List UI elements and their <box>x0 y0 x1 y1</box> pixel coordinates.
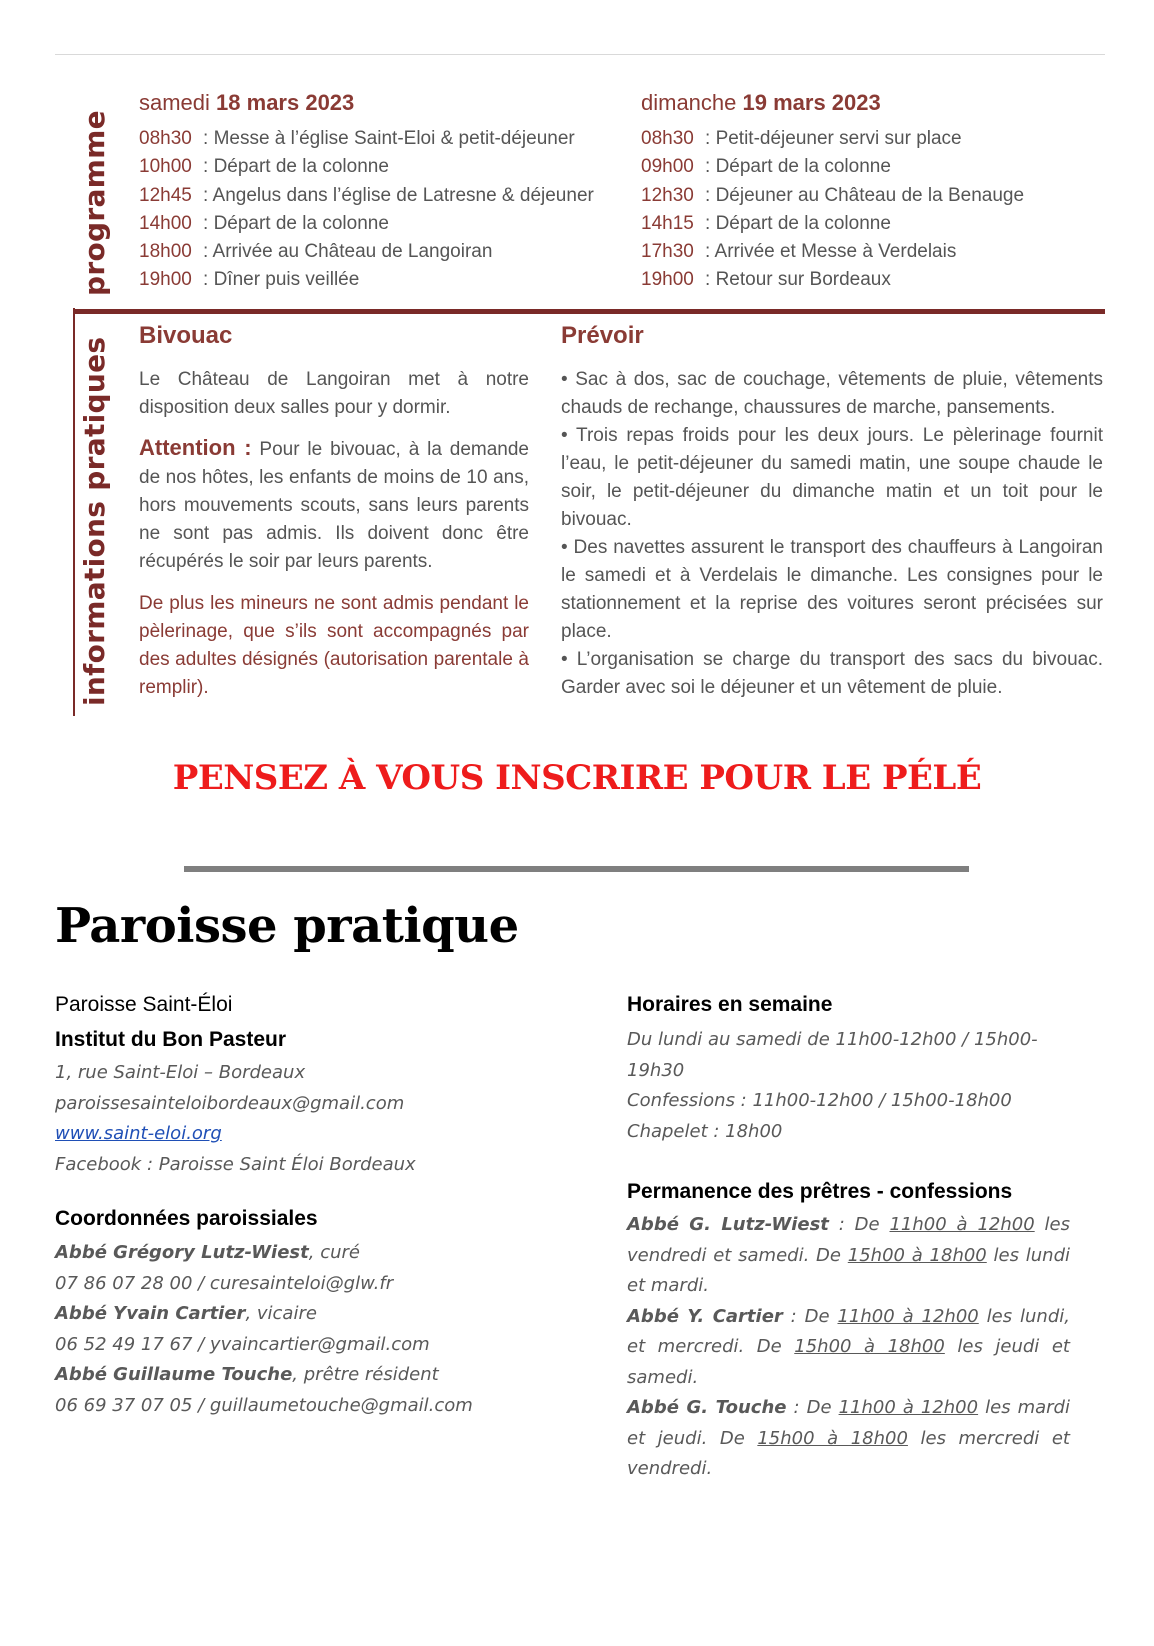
confession-hours: Confessions : 11h00-12h00 / 15h00-18h00 <box>627 1090 1012 1111</box>
prevoir-list <box>561 366 1103 702</box>
schedule-row: 10h00 : Départ de la colonne <box>139 156 389 178</box>
permanence-entry: Abbé G. Touche : De 11h00 à 12h00 les mardi et jeudi. De 15h00 à 18h00 les mercredi et vendredi. <box>627 1397 1070 1479</box>
priest-line: Abbé Guillaume Touche, prêtre résident <box>55 1364 439 1385</box>
schedule-row: 14h15 : Départ de la colonne <box>641 212 891 234</box>
schedule-row: 14h00 : Départ de la colonne <box>139 212 389 234</box>
priest-contact: 07 86 07 28 00 / curesainteloi@glw.fr <box>55 1272 394 1294</box>
priest-line: Abbé Grégory Lutz-Wiest, curé <box>55 1242 360 1263</box>
schedule-row: 12h45 : Angelus dans l’église de Latresne & déjeuner <box>139 184 594 206</box>
priest-line: Abbé Yvain Cartier, vicaire <box>55 1303 317 1324</box>
saturday-schedule <box>139 125 594 295</box>
list-item: • L’organisation se charge du transport des sacs du bivouac. Garder avec soi le déjeuner et un vêtement de pluie. <box>561 649 1103 698</box>
permanence-title: Permanence des prêtres - confessions <box>627 1180 1013 1203</box>
list-item: • Trois repas froids pour les deux jours. Le pèlerinage fournit l’eau, le petit-déjeuner du samedi matin, une soupe chaude le soir, le petit-déjeuner du dimanche matin et un toit pour le bivouac. <box>561 425 1103 530</box>
schedule-row: 18h00 : Arrivée au Château de Langoiran <box>139 241 493 263</box>
chapelet-hours: Chapelet : 18h00 <box>627 1120 783 1142</box>
parish-facebook: Facebook : Paroisse Saint Éloi Bordeaux <box>55 1153 416 1175</box>
horaires-title: Horaires en semaine <box>627 993 833 1016</box>
permanence-list <box>627 1210 1070 1485</box>
institute-name: Institut du Bon Pasteur <box>55 1028 286 1051</box>
schedule-row: 19h00 : Dîner puis veillée <box>139 269 360 291</box>
prevoir-title: Prévoir <box>561 322 644 349</box>
list-item: • Sac à dos, sac de couchage, vêtements de pluie, vêtements chauds de rechange, chaussures de marche, pansements. <box>561 369 1103 418</box>
opening-hours: Du lundi au samedi de 11h00-12h00 / 15h00-19h30 <box>627 1029 1038 1081</box>
parish-email[interactable]: paroissesainteloibordeaux@gmail.com <box>55 1092 405 1114</box>
schedule-row: 08h30 : Petit-déjeuner servi sur place <box>641 128 962 149</box>
parish-website-link[interactable]: www.saint-eloi.org <box>55 1123 222 1144</box>
coord-title: Coordonnées paroissiales <box>55 1207 318 1230</box>
attention-label: Attention : <box>139 435 252 460</box>
bivouac-attention: Attention : Pour le bivouac, à la demande de nos hôtes, les enfants de moins de 10 ans, hors mouvements scouts, sans leurs parents ne sont pas admis. Ils doivent donc être récupérés le soir par leurs parents. <box>139 435 530 572</box>
schedule-row: 17h30 : Arrivée et Messe à Verdelais <box>641 241 957 263</box>
schedule-row: 08h30 : Messe à l’église Saint-Eloi & petit-déjeuner <box>139 128 575 149</box>
section-rule <box>73 309 1105 314</box>
priest-contact: 06 69 37 07 05 / guillaumetouche@gmail.com <box>55 1394 473 1416</box>
paroisse-title: Paroisse pratique <box>55 898 519 954</box>
vertical-rule <box>73 308 75 716</box>
priests-list <box>55 1238 575 1421</box>
infos-vertical-label: informations pratiques <box>78 336 111 706</box>
sunday-schedule <box>641 125 1024 295</box>
priest-name: Abbé Grégory Lutz-Wiest <box>55 1242 309 1263</box>
schedule-row: 09h00 : Départ de la colonne <box>641 156 891 178</box>
programme-vertical-label: programme <box>78 110 111 296</box>
bivouac-minors-note: De plus les mineurs ne sont admis pendant le pèlerinage, que s’ils sont accompagnés par des adultes désignés (autorisation parentale à remplir). <box>139 593 529 698</box>
priest-contact: 06 52 49 17 67 / yvaincartier@gmail.com <box>55 1333 430 1355</box>
top-divider <box>55 54 1105 55</box>
horaires-block <box>627 1025 1070 1147</box>
parish-contact-block <box>55 1058 575 1180</box>
list-item: • Des navettes assurent le transport des chauffeurs à Langoiran le samedi et à Verdelais le dimanche. Les consignes pour le stationnement et la reprise des voitures seront précisées sur place. <box>561 537 1103 642</box>
priest-name: Abbé Yvain Cartier <box>55 1303 246 1324</box>
permanence-entry: Abbé G. Lutz-Wiest : De 11h00 à 12h00 les vendredi et samedi. De 15h00 à 18h00 les lundi et mardi. <box>627 1214 1070 1296</box>
parish-name: Paroisse Saint-Éloi <box>55 993 233 1016</box>
bivouac-intro: Le Château de Langoiran met à notre disposition deux salles pour y dormir. <box>139 369 529 418</box>
parish-address: 1, rue Saint-Eloi – Bordeaux <box>55 1062 306 1083</box>
schedule-row: 12h30 : Déjeuner au Château de la Benauge <box>641 184 1025 206</box>
sunday-title: dimanche 19 mars 2023 <box>641 90 881 115</box>
priest-name: Abbé Guillaume Touche <box>55 1364 293 1385</box>
permanence-entry: Abbé Y. Cartier : De 11h00 à 12h00 les lundi, et mercredi. De 15h00 à 18h00 les jeudi et samedi. <box>627 1305 1070 1388</box>
schedule-row: 19h00 : Retour sur Bordeaux <box>641 269 891 291</box>
register-reminder: PENSEZ À VOUS INSCRIRE POUR LE PÉLÉ <box>172 758 982 798</box>
gray-divider <box>184 866 969 872</box>
saturday-title: samedi 18 mars 2023 <box>139 90 355 115</box>
bivouac-title: Bivouac <box>139 322 233 349</box>
